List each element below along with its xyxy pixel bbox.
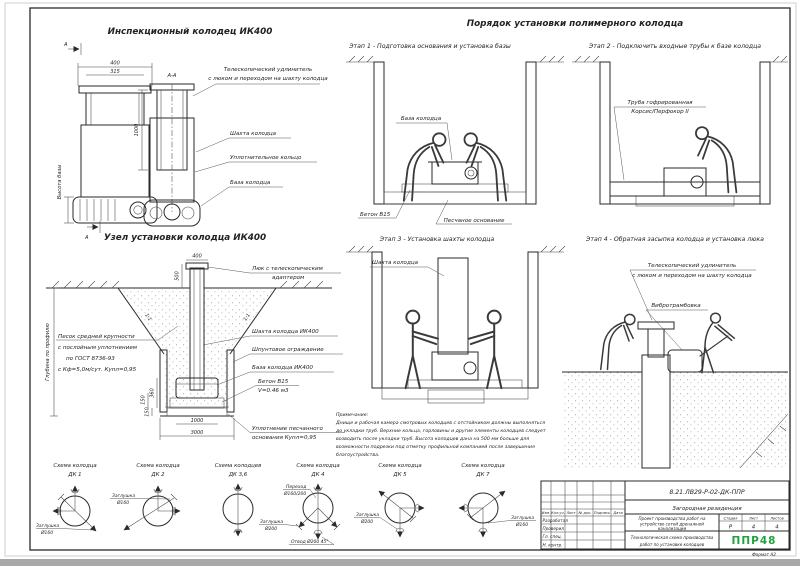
callout-telescopic-1: Телескопический удлинитель — [223, 67, 313, 73]
stage3-title: Этап 3 - Установка шахты колодца — [379, 236, 495, 243]
node-slope-right: 1:1 — [242, 312, 252, 323]
notes-line-4: возможности подрезки под отметку профильной компанией после завершения — [336, 445, 535, 450]
tb-value-total: 4 — [775, 524, 779, 531]
inspection-well-views — [57, 27, 328, 241]
notes-block — [335, 412, 546, 458]
node-base-label: База колодца ИК400 — [252, 365, 313, 371]
stage4-drawing — [562, 235, 788, 468]
tb-col-date: Дата — [613, 511, 623, 515]
stage4-telescopic-label-2: с люком и переходом на шахту колодца — [632, 273, 752, 279]
stage1-drawing — [346, 42, 564, 224]
installation-order — [346, 19, 788, 468]
stage4-rammer-label: Вибротрамбовка — [651, 303, 701, 309]
scheme-dk4-transition-1: Переход — [286, 485, 307, 490]
scheme-dk7-title-1: Схема колодца — [461, 463, 505, 469]
notes-line-3: возводить после укладки труб. Высота колодцев дана на 500 мм больше для — [336, 437, 530, 442]
scheme-dk4-title-2: ДК 4 — [311, 472, 325, 478]
scheme-dk4-plug-1: Заглушка — [260, 520, 284, 525]
scheme-dk36 — [215, 463, 262, 536]
scheme-dk1-plug-1: Заглушка — [36, 524, 60, 529]
node-sand-label-4: с Кф=5,0м/сут. Купл=0,95 — [58, 367, 137, 373]
scheme-dk2-plug-1: Заглушка — [112, 494, 136, 499]
node-shaft-label: Шахта колодца ИК400 — [252, 329, 319, 335]
node-slope-left: 1:1 — [143, 312, 153, 323]
node-lid-label-1: Люк с телескопическим — [252, 266, 323, 272]
stage1-concrete-label: Бетон В15 — [360, 212, 391, 218]
scheme-dk7 — [459, 463, 536, 537]
well-schemes — [36, 463, 536, 545]
scheme-dk4-elbow: Отвод Ø200 45° — [291, 540, 329, 545]
stage3-drawing — [346, 236, 565, 403]
node-dim-150a: 150 — [140, 395, 147, 405]
scheme-dk2-plug-2: Ø160 — [117, 501, 130, 506]
scheme-dk7-title-2: ДК 7 — [476, 472, 490, 478]
scheme-dk1-title-1: Схема колодца — [53, 463, 97, 469]
tb-row-chief-spec: Гл. спец. — [542, 534, 562, 539]
callout-shaft: Шахта колодца — [230, 131, 277, 137]
scheme-dk4-plug-2: Ø200 — [265, 527, 278, 532]
scheme-dk4 — [259, 463, 340, 545]
stage1-title: Этап 1 - Подготовка основания и установка базы — [349, 43, 511, 50]
section-mark-top: А — [64, 42, 68, 48]
callout-ring: Уплотнительное кольцо — [230, 155, 302, 161]
node-sand-label-2: с послойным уплотнением — [58, 345, 137, 351]
title-block — [541, 481, 789, 557]
tb-col-kol: Кол.уч. — [551, 511, 565, 515]
node-dim-400: 400 — [192, 253, 202, 260]
tb-project-desc-3: канализации — [657, 526, 687, 531]
scheme-dk7-plug-1: Заглушка — [511, 516, 535, 521]
format-label: Формат А2 — [752, 552, 776, 557]
scheme-dk36-title-2: ДК 3,6 — [228, 472, 248, 478]
tb-row-norm-control: Н. контр. — [542, 542, 563, 548]
scheme-dk4-title-1: Схема колодца — [296, 463, 340, 469]
node-lid-label-2: адаптером — [272, 275, 305, 281]
tb-doc-number: 8.21.ЛВ29-Р-02-ДК-ППР — [669, 489, 745, 496]
scheme-dk5 — [354, 463, 424, 537]
node-depth-label: Глубина по профилю — [45, 323, 51, 381]
stage4-telescopic-label-1: Телескопический удлинитель — [647, 263, 737, 269]
stage1-base-label: База колодца — [400, 116, 442, 122]
stage4-title: Этап 4 - Обратная засыпка колодца и установка люка — [586, 236, 764, 243]
tb-object-name: Загородная резиденция — [672, 506, 742, 512]
stage2-pipe-label-2: Корсис/Перфокор II — [631, 109, 689, 115]
tb-row-developed: Разработал — [542, 518, 568, 523]
stage2-drawing — [572, 42, 788, 206]
node-title: Узел установки колодца ИК400 — [103, 233, 267, 243]
callout-base: База колодца — [230, 180, 271, 186]
node-dim-150b: 150 — [144, 407, 151, 417]
node-dim-1000: 1000 — [190, 418, 204, 424]
scheme-dk5-title-1: Схема колодца — [378, 463, 422, 469]
scheme-dk36-title-1: Схема колодцев — [214, 463, 262, 469]
scheme-dk1-title-2: ДК 1 — [68, 472, 82, 478]
stage1-sand-label: Песчаное основание — [443, 218, 505, 224]
tb-row-checked: Проверил — [542, 526, 564, 531]
tb-header-stage: Стадия — [723, 516, 738, 521]
tb-col-izm: Изм. — [541, 511, 551, 515]
tb-col-list: Лист — [566, 511, 576, 515]
base-height-label: Высота базы — [57, 164, 63, 200]
section-view-label: А-А — [167, 73, 177, 79]
tb-col-doc: № док. — [578, 511, 592, 515]
scheme-dk5-plug-1: Заглушка — [356, 513, 380, 518]
stage3-shaft-label: Шахта колодца — [372, 260, 419, 266]
stage2-pipe-label-1: Труба гофрированная — [627, 100, 693, 106]
stage2-title: Этап 2 - Подключить входные трубы к базе колодца — [588, 43, 762, 50]
notes-line-2: до укладки труб. Верхние кольца, горловины и другие элементы колодцев следует — [336, 429, 546, 434]
node-dim-360: 360 — [149, 388, 156, 398]
notes-line-5: благоустройства. — [336, 453, 380, 458]
node-dim-3000: 3000 — [190, 430, 204, 436]
node-sand-label-1: Песок средней крупности — [58, 334, 135, 340]
scheme-dk5-plug-2: Ø200 — [361, 520, 374, 525]
scheme-dk7-plug-2: Ø160 — [516, 523, 529, 528]
node-concrete-label-2: V=0.46 м3 — [258, 388, 289, 394]
tb-value-stage: Р — [728, 524, 733, 531]
tb-sheet-title-1: Технологическая схема производства — [630, 535, 714, 540]
tb-col-sign: Подпись — [593, 511, 611, 515]
scheme-dk5-title-2: ДК 5 — [393, 472, 407, 478]
order-title: Порядок установки полимерного колодца — [466, 19, 684, 29]
tb-value-sheet: 4 — [751, 524, 756, 531]
tb-header-sheet: Лист — [748, 516, 759, 521]
node-piling-label: Шпунтовое ограждение — [252, 347, 324, 353]
notes-line-1: Днище и рабочая камера смотровых колодцев с отстойником должны выполняться — [336, 421, 546, 426]
scheme-dk1-plug-2: Ø160 — [41, 531, 54, 536]
section-mark-bottom: А — [85, 235, 89, 241]
scheme-dk2 — [110, 463, 180, 530]
installation-node — [45, 233, 344, 441]
node-sand-label-3: по ГОСТ 8736-93 — [66, 356, 115, 362]
dim-400: 400 — [110, 60, 120, 67]
well-title: Инспекционный колодец ИК400 — [107, 27, 273, 37]
tb-project-desc-2: устройство сетей дренажной — [640, 521, 704, 527]
scheme-dk4-transition-2: Ø160/200 — [284, 492, 307, 497]
dim-1000: 1000 — [134, 123, 140, 137]
callout-telescopic-2: с люком и переходом на шахту колодца — [208, 76, 328, 82]
node-concrete-label-1: Бетон В15 — [258, 379, 289, 385]
scheme-dk2-title-2: ДК 2 — [151, 472, 165, 478]
notes-caption: Примечание: — [336, 413, 369, 418]
node-compact-label-1: Уплотнение песчанного — [252, 426, 323, 432]
tb-sheet-title-2: работ по установке колодцев — [639, 542, 705, 547]
tb-project-desc-1: Проект производства работ на — [638, 516, 706, 521]
ppr48-logo: ППР48 — [731, 535, 777, 547]
scheme-dk2-title-1: Схема колодца — [136, 463, 180, 469]
scheme-dk1 — [36, 463, 97, 536]
node-compact-label-2: основания Купл=0,95 — [252, 435, 317, 441]
node-dim-500: 500 — [174, 271, 181, 281]
tb-header-total: Листов — [770, 516, 784, 521]
dim-315: 315 — [110, 69, 120, 75]
